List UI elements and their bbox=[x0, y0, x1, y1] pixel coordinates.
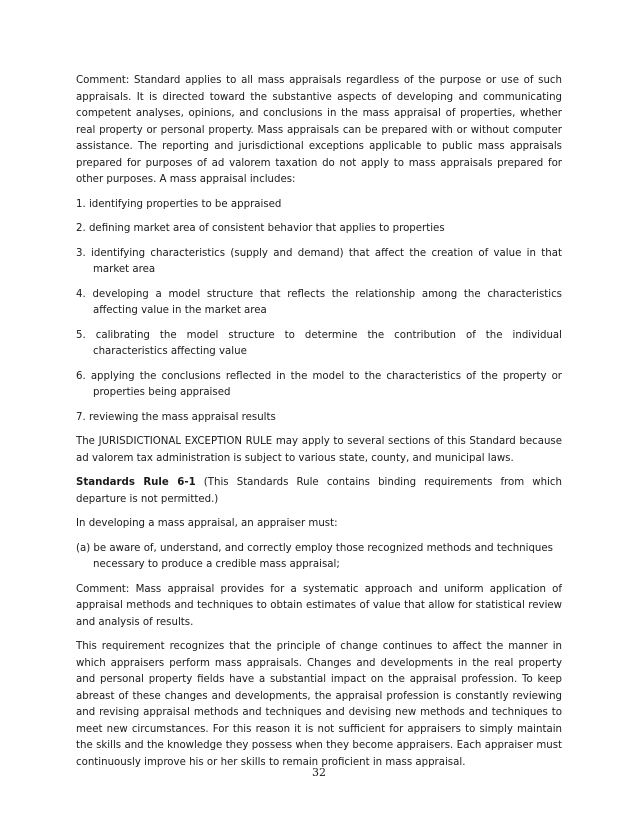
list-item: 4. developing a model structure that reflects the relationship among the characteristics affecting value in the market area bbox=[76, 288, 562, 316]
list-item: 1. identifying properties to be appraised bbox=[76, 198, 282, 210]
requirement-paragraph: This requirement recognizes that the principle of change continues to affect the manner in which appraisers perform mass appraisals. Changes and developments in the real property and personal property fields have a substantial impact on the appraisal profession. To keep abreast of these changes and developments, the appraisal profession is constantly reviewing and revising appraisal methods and techniques and devising new methods and techniques to meet new circumstances. For this reason it is not sufficient for appraisers to simply maintain the skills and the knowledge they possess when they become appraisers. Each appraiser must continuously improve his or her skills to remain proficient in mass appraisal. bbox=[76, 641, 562, 768]
page-number: 32 bbox=[312, 766, 326, 779]
standards-rule-title: Standards Rule 6-1 bbox=[76, 477, 196, 488]
jurisdictional-paragraph: The JURISDICTIONAL EXCEPTION RULE may apply to several sections of this Standard because ad valorem tax administration is subject to various state, county, and municipal laws. bbox=[76, 436, 562, 464]
list-item: 5. calibrating the model structure to determine the contribution of the individual characteristics affecting value bbox=[76, 329, 562, 357]
comment-paragraph: Comment: Mass appraisal provides for a systematic approach and uniform application of appraisal methods and techniques to obtain estimates of value that allow for statistical review and analysis of results. bbox=[76, 583, 562, 628]
standards-rule-paragraph bbox=[76, 475, 562, 508]
standards-rule-text: (This Standards Rule contains binding requirements from which departure is not permitted.) bbox=[76, 477, 562, 505]
comment-paragraph: Comment: Standard applies to all mass appraisals regardless of the purpose or use of such appraisals. It is directed toward the substantive aspects of developing and communicating competent analyses, opinions, and conclusions in the mass appraisal of properties, whether real property or personal property. Mass appraisals can be prepared with or without computer assistance. The reporting and jurisdictional exceptions applicable to public mass appraisals prepared for purposes of ad valorem taxation do not apply to mass appraisals prepared for other purposes. A mass appraisal includes: bbox=[76, 75, 562, 185]
intro-paragraph: In developing a mass appraisal, an appraiser must: bbox=[76, 518, 338, 529]
list-item: 2. defining market area of consistent behavior that applies to properties bbox=[76, 223, 445, 234]
list-item: 3. identifying characteristics (supply and demand) that affect the creation of value in that market area bbox=[76, 247, 562, 275]
list-item: 6. applying the conclusions reflected in the model to the characteristics of the property or properties being appraised bbox=[76, 370, 562, 398]
requirement-item-a: (a) be aware of, understand, and correctly employ those recognized methods and techniques necessary to produce a credible mass appraisal; bbox=[76, 542, 553, 570]
list-item: 7. reviewing the mass appraisal results bbox=[76, 411, 276, 423]
mass-appraisal-list bbox=[76, 197, 562, 427]
page-body bbox=[76, 73, 562, 779]
